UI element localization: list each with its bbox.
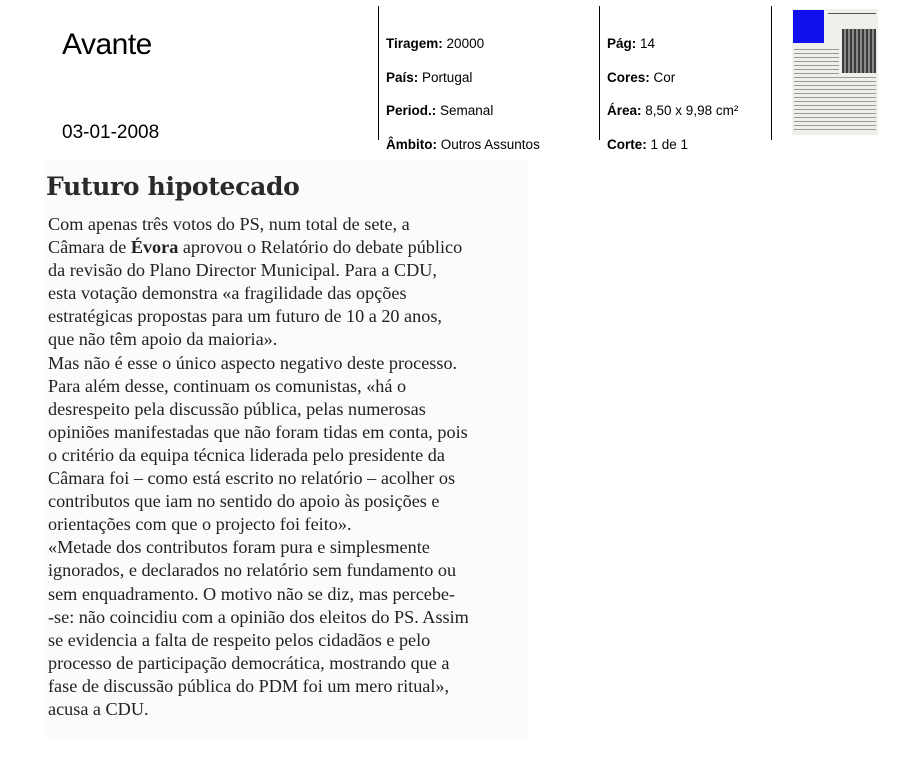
article-title: Futuro hipotecado [46,172,300,201]
article-line: se evidencia a falta de respeito pelos cidadãos e pelo [48,629,431,650]
article-line: esta votação demonstra «a fragilidade das opções [48,283,407,304]
meta-tiragem: Tiragem: 20000 [386,36,485,51]
meta-area: Área: 8,50 x 9,98 cm² [607,103,739,118]
article-line: ignorados, e declarados no relatório sem fundamento ou [48,560,457,581]
place-name-evora: Évora [130,237,179,258]
article-line: acusa a CDU. [48,698,149,719]
thumbnail-photo [842,29,876,73]
article-line: desrespeito pela discussão pública, pelas numerosas [48,398,426,419]
article-line: processo de participação democrática, mostrando que a [48,652,450,673]
meta-cores: Cores: Cor [607,69,676,85]
article-line: -se: não coincidiu com a opinião dos eleitos do PS. Assim [48,606,469,627]
article-line: opiniões manifestadas que não foram tidas em conta, pois [48,421,468,442]
article-line: da revisão do Plano Director Municipal. Para a CDU, [48,260,437,281]
article-line: fase de discussão pública do PDM foi um mero ritual», [48,675,450,696]
meta-period: Period.: Semanal [386,103,494,118]
meta-ambito: Âmbito: Outros Assuntos [386,136,540,152]
meta-pais: País: Portugal [386,69,473,85]
column-divider [378,6,379,140]
article-line: Mas não é esse o único aspecto negativo deste processo. [48,352,458,373]
article-line: o critério da equipa técnica liderada pelo presidente da [48,444,445,465]
meta-pag: Pág: 14 [607,36,656,51]
meta-column-right [607,27,738,161]
publication-name: Avante [62,28,152,61]
column-divider [599,6,600,140]
article-line: Com apenas três votos do PS, num total de sete, a [48,214,410,234]
article-body [48,213,522,721]
article-line: estratégicas propostas para um futuro de 10 a 20 anos, [48,306,442,327]
article-line: que não têm apoio da maioria». [48,329,278,350]
article-line: sem enquadramento. O motivo não se diz, mas percebe- [48,583,456,604]
article-line: orientações com que o projecto foi feito». [48,514,352,535]
article-line: contributos que iam no sentido do apoio às posições e [48,491,440,512]
article-line: «Metade dos contributos foram pura e simplesmente [48,537,430,558]
column-divider [771,6,772,140]
article-line: Para além desse, continuam os comunistas, «há o [48,375,407,396]
thumbnail-accent-block [793,10,824,43]
thumbnail-masthead [828,13,876,14]
meta-corte: Corte: 1 de 1 [607,136,689,152]
article-line: Câmara de Évora aprovou o Relatório do debate público [48,237,463,258]
publication-date: 03-01-2008 [62,122,160,143]
article-line: Câmara foi – como está escrito no relatório – acolher os [48,468,456,489]
page-thumbnail [792,9,878,135]
meta-column-left [386,27,540,161]
